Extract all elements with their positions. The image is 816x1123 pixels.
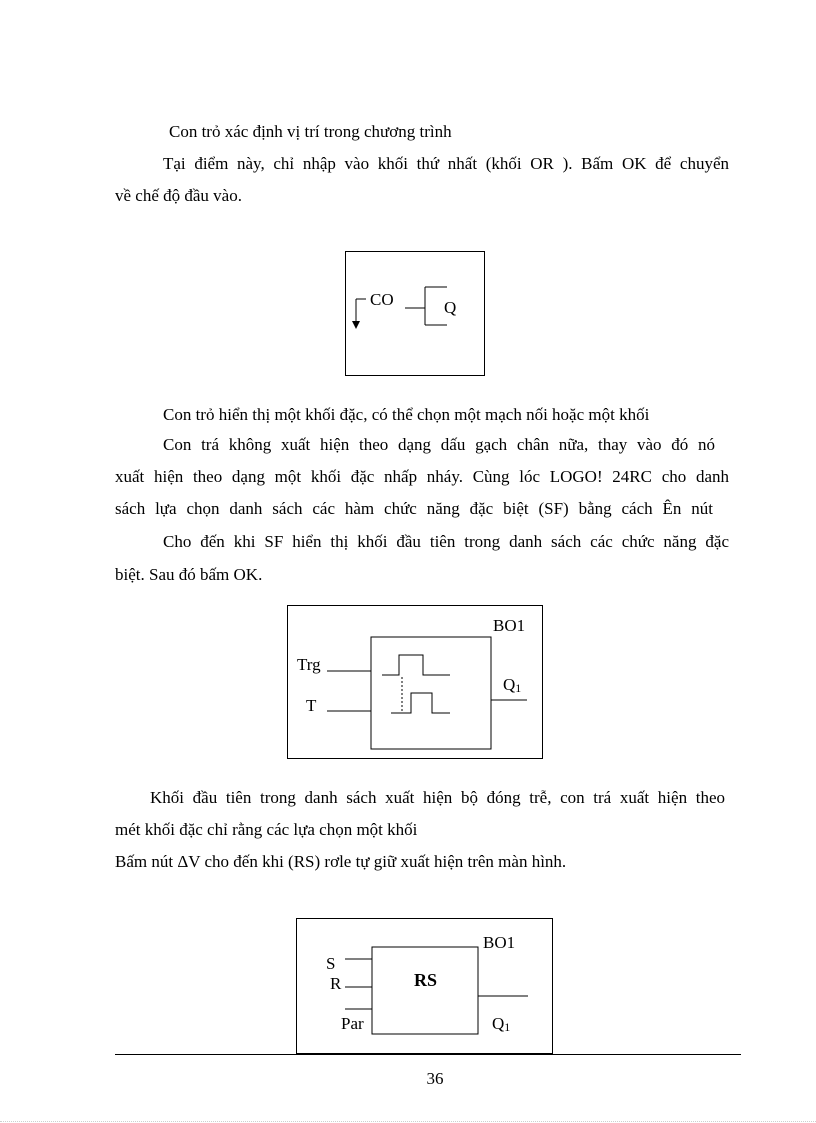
paragraph-enter-block-line1: Tại điểm này, chỉ nhập vào khối thứ nhất (khối OR ). Bấm OK để chuyển (163, 154, 729, 173)
page-bottom-dotted-border (0, 1121, 816, 1122)
figure-delay-block (287, 605, 543, 759)
trg-pulse-waveform (382, 655, 450, 675)
q-output-label: Q1 (503, 675, 522, 695)
co-label: CO (370, 290, 394, 309)
paragraph-first-block-line1: Khối đầu tiên trong danh sách xuất hiện bộ đóng trễ, con trá xuất hiện theo (150, 788, 725, 807)
delay-block-label: BO1 (493, 616, 526, 635)
paragraph-blinking-line1: Con trá không xuất hiện theo dạng dấu gạch chân nữa, thay vào đó nó (163, 435, 715, 454)
q-label: Q (444, 298, 457, 317)
paragraph-enter-block-line2: về chế độ đầu vào. (115, 186, 242, 205)
paragraph-blinking-line3: sách lựa chọn danh sách các hàm chức năng đặc biệt (SF) bằng cách Ên nút (115, 499, 713, 518)
rs-q-output-label: Q1 (492, 1014, 511, 1034)
rs-block-label: BO1 (483, 933, 516, 952)
rs-inner-block (372, 947, 478, 1034)
trg-label: Trg (297, 655, 321, 674)
figure-cursor-block (345, 251, 485, 376)
footer-rule (115, 1054, 741, 1055)
paragraph-sf-line2: biệt. Sau đó bấm OK. (115, 565, 263, 584)
paragraph-first-block-line2: mét khối đặc chỉ rằng các lựa chọn một khối (115, 820, 418, 839)
paragraph-first-block-line3: Bấm nút ΔV cho đến khi (RS) rơle tự giữ xuất hiện trên màn hình. (115, 852, 567, 871)
s-label: S (326, 954, 336, 973)
r-label: R (330, 974, 342, 993)
paragraph-blinking-line2: xuất hiện theo dạng một khối đặc nhấp nháy. Cùng lóc LOGO! 24RC cho danh (115, 467, 729, 486)
t-label: T (306, 696, 317, 715)
page-number: 36 (426, 1069, 444, 1088)
rs-title: RS (414, 970, 438, 990)
figure-cursor-diagram (345, 251, 485, 376)
paragraph-sf-line1: Cho đến khi SF hiển thị khối đầu tiên trong danh sách các chức năng đặc (163, 532, 729, 551)
par-label: Par (341, 1014, 364, 1033)
cursor-down-arrow-head (352, 321, 360, 329)
t-pulse-waveform (391, 693, 450, 713)
paragraph-solid-block: Con trỏ hiển thị một khối đặc, có thể chọn một mạch nối hoặc một khối (163, 405, 650, 424)
paragraph-cursor-position: Con trỏ xác định vị trí trong chương trình (169, 122, 452, 141)
figure-rs-block (296, 918, 553, 1054)
